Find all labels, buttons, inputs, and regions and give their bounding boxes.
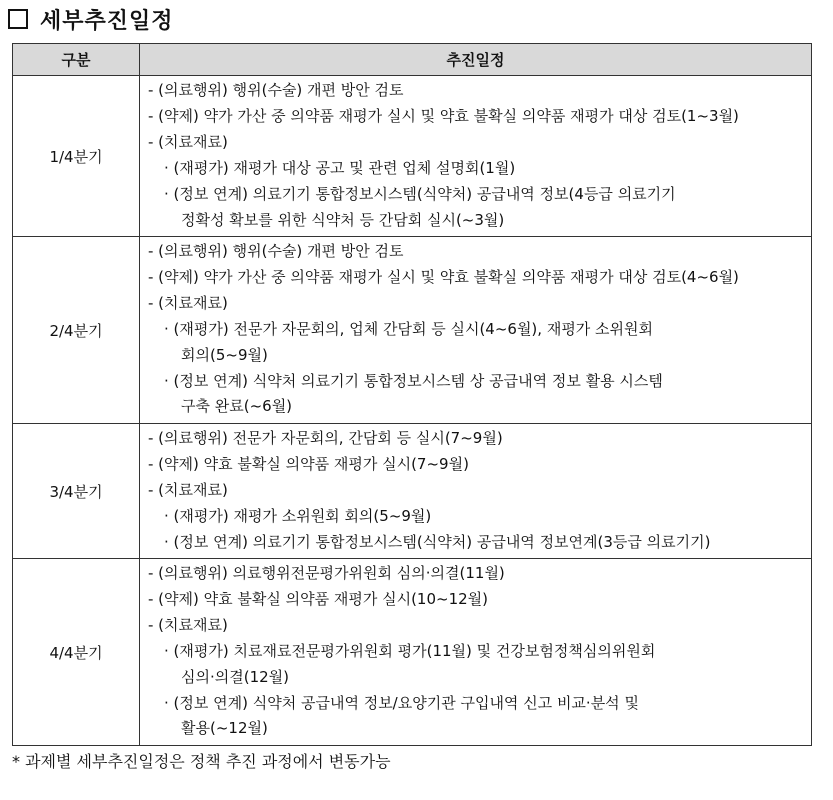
schedule-item-line: - (의료행위) 의료행위전문평가위원회 심의·의결(11월) (148, 564, 505, 582)
schedule-items-cell (140, 76, 812, 237)
quarter-cell: 2/4분기 (13, 237, 140, 424)
section-title: 세부추진일정 (40, 8, 174, 34)
table-row (13, 424, 812, 559)
schedule-item-line: · (재평가) 재평가 대상 공고 및 관련 업체 설명회(1월) (164, 158, 516, 177)
section-heading (8, 4, 174, 34)
schedule-item-line: - (의료행위) 전문가 자문회의, 간담회 등 실시(7~9월) (148, 429, 503, 447)
schedule-item-line: - (약제) 약가 가산 중 의약품 재평가 실시 및 약효 불확실 의약품 재평가 대상 검토(4~6월) (148, 267, 739, 286)
square-bullet-icon (8, 9, 28, 29)
schedule-item-line: - (약제) 약효 불확실 의약품 재평가 실시(10~12월) (148, 589, 489, 608)
quarter-cell: 4/4분기 (13, 559, 140, 746)
header-schedule: 추진일정 (140, 44, 812, 76)
quarter-cell: 3/4분기 (13, 424, 140, 559)
schedule-item-line: · (정보 연계) 의료기기 통합정보시스템(식약처) 공급내역 정보(4등급 의료기기 (164, 184, 676, 203)
schedule-item-line: - (의료행위) 행위(수술) 개편 방안 검토 (148, 242, 404, 260)
schedule-item-line: · (정보 연계) 의료기기 통합정보시스템(식약처) 공급내역 정보연계(3등급 의료기기) (164, 532, 711, 551)
schedule-item-line: 정확성 확보를 위한 식약처 등 간담회 실시(~3월) (181, 210, 505, 229)
schedule-item-line: - (치료재료) (148, 132, 228, 151)
schedule-item-line: · (재평가) 재평가 소위원회 회의(5~9월) (164, 506, 432, 525)
schedule-item-line: - (약제) 약가 가산 중 의약품 재평가 실시 및 약효 불확실 의약품 재평가 대상 검토(1~3월) (148, 106, 739, 125)
schedule-item-line: · (재평가) 치료재료전문평가위원회 평가(11월) 및 건강보험정책심의위원회 (164, 641, 656, 660)
schedule-item-line: · (정보 연계) 식약처 의료기기 통합정보시스템 상 공급내역 정보 활용 시스템 (164, 371, 663, 390)
quarter-cell: 1/4분기 (13, 76, 140, 237)
schedule-item-line: - (의료행위) 행위(수술) 개편 방안 검토 (148, 81, 404, 99)
schedule-item-line: · (정보 연계) 식약처 공급내역 정보/요양기관 구입내역 신고 비교·분석 및 (164, 693, 639, 712)
schedule-item-line: 회의(5~9월) (181, 345, 268, 364)
schedule-items-cell (140, 237, 812, 424)
schedule-table (12, 43, 812, 746)
schedule-item-line: - (치료재료) (148, 615, 228, 634)
schedule-item-line: 심의·의결(12월) (181, 667, 290, 686)
table-row (13, 76, 812, 237)
schedule-item-line: - (치료재료) (148, 293, 228, 312)
schedule-item-line: 활용(~12월) (181, 719, 268, 738)
header-category: 구분 (13, 44, 140, 76)
table-row (13, 559, 812, 746)
schedule-item-line: 구축 완료(~6월) (181, 397, 293, 416)
schedule-items-cell (140, 424, 812, 559)
table-row (13, 237, 812, 424)
footnote: * 과제별 세부추진일정은 정책 추진 과정에서 변동가능 (12, 752, 391, 771)
schedule-item-line: - (치료재료) (148, 480, 228, 499)
schedule-item-line: - (약제) 약효 불확실 의약품 재평가 실시(7~9월) (148, 454, 469, 473)
schedule-item-line: · (재평가) 전문가 자문회의, 업체 간담회 등 실시(4~6월), 재평가 소위원회 (164, 319, 654, 338)
table-body (13, 76, 812, 746)
schedule-items-cell (140, 559, 812, 746)
table-header-row (13, 44, 812, 76)
